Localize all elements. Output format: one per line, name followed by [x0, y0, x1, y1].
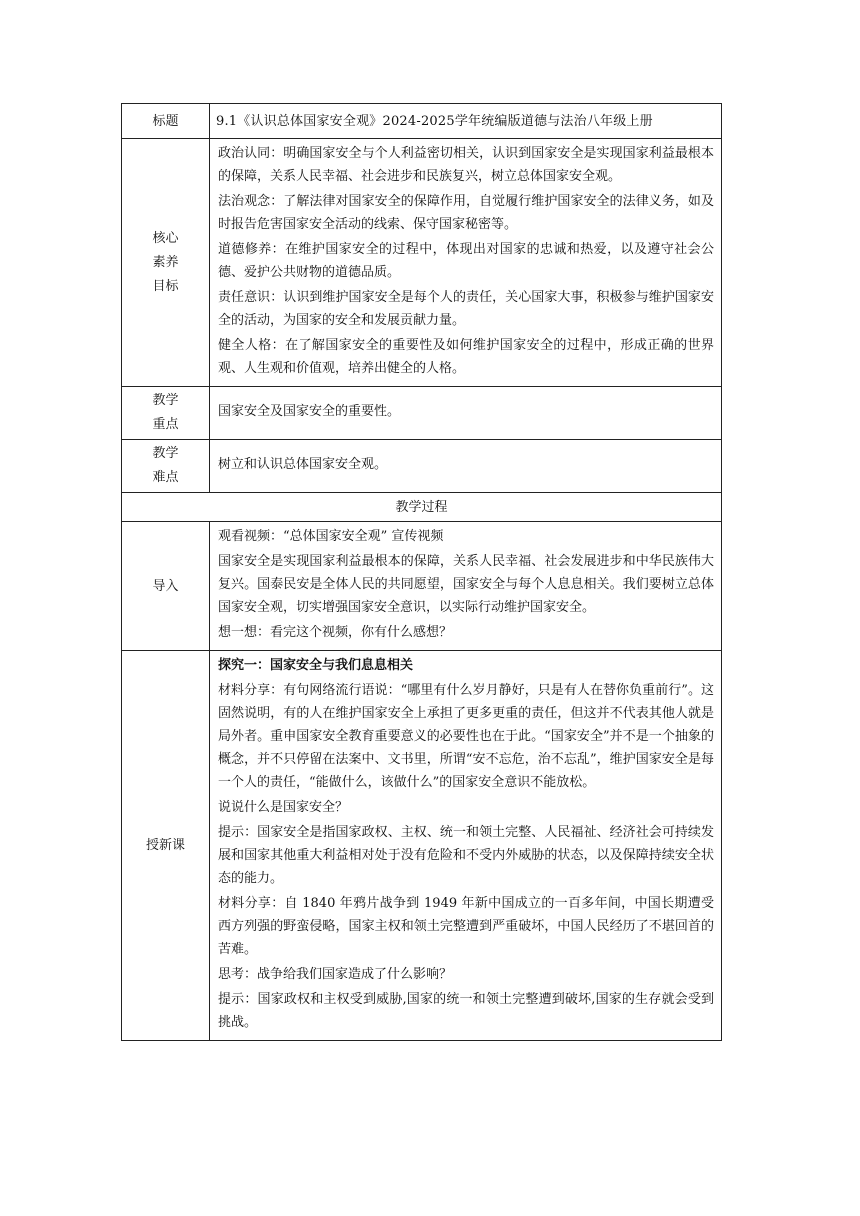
- process-heading: 教学过程: [122, 493, 722, 522]
- inquiry-heading: 探究一：国家安全与我们息息相关: [218, 658, 414, 673]
- intro-label: 导入: [122, 522, 210, 651]
- difficulties-label-line: 教学: [152, 446, 179, 461]
- objectives-row: [122, 139, 722, 387]
- key-points-label-line: 重点: [152, 417, 179, 432]
- difficulties-text: 树立和认识总体国家安全观。: [218, 457, 388, 472]
- intro-paragraph: 国家安全是实现国家利益最根本的保障，关系人民幸福、社会发展进步和中华民族伟大复兴。国泰民安是全体人民的共同愿望，国家安全与每个人息息相关。我们要树立总体国家安全观，切实增强国家安全意识，以实际行动维护国家安全。: [218, 554, 714, 615]
- key-points-label-line: 教学: [152, 393, 179, 408]
- objective-personality: 健全人格：在了解国家安全的重要性及如何维护国家安全的过程中，形成正确的世界观、人生观和价值观，培养出健全的人格。: [218, 338, 714, 376]
- material-share-2: 材料分享：自 1840 年鸦片战争到 1949 年新中国成立的一百多年间，中国长期遭受西方列强的野蛮侵略，国家主权和领土完整遭到严重破坏，中国人民经历了不堪回首的苦难。: [218, 896, 714, 957]
- new-lesson-content: [210, 651, 722, 1041]
- material-share-1: 材料分享：有句网络流行语说：“哪里有什么岁月静好，只是有人在替你负重前行”。这固然说明，有的人在维护国家安全上承担了更多更重的责任，但这并不代表其他人就是局外者。重申国家安全教育重要意义的必要性也在于此。“国家安全”并不是一个抽象的概念，并不只停留在法案中、文书里，所谓“安不忘危，治不忘乱”，维护国家安全是每一个人的责任，“能做什么，该做什么”的国家安全意识不能放松。: [218, 683, 714, 790]
- title-row: [122, 104, 722, 139]
- difficulties-label: [122, 440, 210, 493]
- objectives-content: [210, 139, 722, 387]
- objectives-label-line: 目标: [152, 278, 179, 294]
- intro-row: [122, 522, 722, 651]
- key-points-row: [122, 387, 722, 440]
- new-lesson-label: 授新课: [122, 651, 210, 1041]
- title-label: 标题: [122, 104, 210, 139]
- objectives-label: [122, 139, 210, 387]
- key-points-content: [210, 387, 722, 440]
- hint-2: 提示：国家政权和主权受到威胁,国家的统一和领土完整遭到破坏,国家的生存就会受到挑战。: [218, 992, 714, 1030]
- hint-1: 提示：国家安全是指国家政权、主权、统一和领土完整、人民福祉、经济社会可持续发展和国家其他重大利益相对处于没有危险和不受内外威胁的状态，以及保障持续安全状态的能力。: [218, 825, 714, 886]
- intro-video: 观看视频：“总体国家安全观” 宣传视频: [218, 529, 444, 544]
- objective-legal: 法治观念：了解法律对国家安全的保障作用，自觉履行维护国家安全的法律义务，如及时报告危害国家安全活动的线索、保守国家秘密等。: [218, 194, 714, 232]
- objective-responsibility: 责任意识：认识到维护国家安全是每个人的责任，关心国家大事，积极参与维护国家安全的活动，为国家的安全和发展贡献力量。: [218, 290, 714, 328]
- lesson-plan-page: [121, 103, 721, 1041]
- new-lesson-row: [122, 651, 722, 1041]
- objectives-label-line: 核心: [152, 230, 179, 246]
- question-2: 思考：战争给我们国家造成了什么影响？: [218, 967, 453, 982]
- difficulties-content: [210, 440, 722, 493]
- process-heading-row: [122, 493, 722, 522]
- intro-content: [210, 522, 722, 651]
- key-points-text: 国家安全及国家安全的重要性。: [218, 404, 401, 419]
- difficulties-row: [122, 440, 722, 493]
- objectives-label-line: 素养: [152, 254, 179, 270]
- title-text: 9.1《认识总体国家安全观》2024-2025学年统编版道德与法治八年级上册: [210, 104, 722, 139]
- lesson-plan-table: [121, 103, 722, 1041]
- intro-question: 想一想：看完这个视频，你有什么感想？: [218, 625, 453, 640]
- objective-political: 政治认同：明确国家安全与个人利益密切相关，认识到国家安全是实现国家利益最根本的保障，关系人民幸福、社会进步和民族复兴，树立总体国家安全观。: [218, 146, 714, 184]
- difficulties-label-line: 难点: [152, 470, 179, 485]
- objective-moral: 道德修养：在维护国家安全的过程中，体现出对国家的忠诚和热爱，以及遵守社会公德、爱护公共财物的道德品质。: [218, 242, 714, 280]
- question-1: 说说什么是国家安全？: [218, 800, 349, 815]
- key-points-label: [122, 387, 210, 440]
